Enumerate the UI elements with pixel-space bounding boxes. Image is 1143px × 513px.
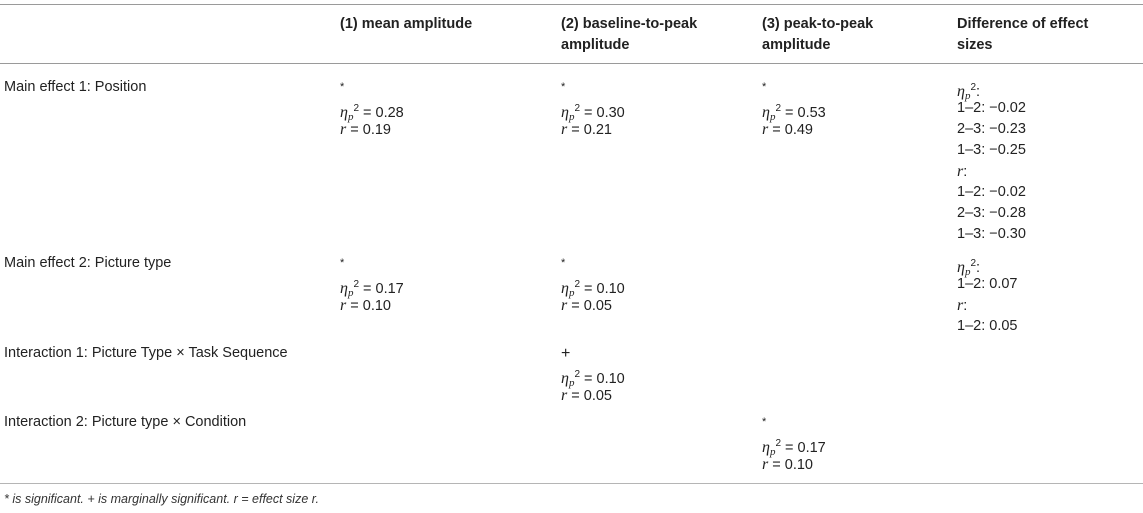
table-cell [340,253,404,316]
significance-mark: * [340,257,345,269]
header-difference-effect-sizes [957,14,1088,56]
header-difference-line1: Difference of effect [957,16,1089,32]
significance-mark: * [340,81,345,93]
difference-value: 1–2: 0.07 [957,276,1018,292]
header-mean-amplitude-text: (1) mean amplitude [340,16,473,32]
eta-heading: $\eta_p^2$: [957,258,981,278]
difference-value: 2–3: −0.28 [957,205,1026,221]
difference-value: 1–2: −0.02 [957,184,1026,200]
header-mean-amplitude [340,14,472,35]
r-value: r = 0.49 [762,121,813,138]
table-bottom-rule [0,483,1143,484]
eta-value: $\eta_p^2 = 0.17$ [762,438,826,458]
table-cell [561,343,625,406]
table-cell [561,77,625,140]
row-label: Interaction 2: Picture type × Condition [4,414,247,430]
difference-value: 1–3: −0.25 [957,142,1026,158]
difference-value: 1–2: 0.05 [957,318,1018,334]
eta-value: $\eta_p^2 = 0.10$ [561,369,625,389]
r-heading: r: [957,163,968,180]
eta-value: $\eta_p^2 = 0.17$ [340,279,404,299]
header-peak-to-peak [762,14,873,56]
table-top-rule [0,4,1143,5]
significance-mark: * [762,416,767,428]
r-value: r = 0.10 [340,297,391,314]
header-baseline-to-peak [561,14,697,56]
difference-cell [957,77,1026,245]
significance-mark: * [561,257,566,269]
table-cell [561,253,625,316]
eta-value: $\eta_p^2 = 0.28$ [340,103,404,123]
r-value: r = 0.21 [561,121,612,138]
eta-value: $\eta_p^2 = 0.10$ [561,279,625,299]
difference-value: 1–3: −0.30 [957,226,1026,242]
r-value: r = 0.10 [762,456,813,473]
table-footnote: * is significant. + is marginally significant. r = effect size r. [4,492,319,506]
table-cell [340,77,404,140]
difference-value: 1–2: −0.02 [957,100,1026,116]
eta-value: $\eta_p^2 = 0.30$ [561,103,625,123]
row-label: Main effect 1: Position [4,79,147,95]
r-value: r = 0.19 [340,121,391,138]
table-cell [762,77,826,140]
significance-mark: * [561,81,566,93]
r-heading: r: [957,297,968,314]
header-difference-line2: sizes [957,37,993,53]
row-label: Main effect 2: Picture type [4,255,172,271]
header-peak-to-peak-line2: amplitude [762,37,831,53]
r-value: r = 0.05 [561,387,612,404]
difference-value: 2–3: −0.23 [957,121,1026,137]
eta-heading: $\eta_p^2$: [957,82,981,102]
eta-value: $\eta_p^2 = 0.53$ [762,103,826,123]
significance-mark: + [561,345,571,362]
table-cell [762,412,826,475]
header-baseline-to-peak-line1: (2) baseline-to-peak [561,16,698,32]
header-baseline-to-peak-line2: amplitude [561,37,630,53]
header-bottom-rule [0,63,1143,64]
r-value: r = 0.05 [561,297,612,314]
header-peak-to-peak-line1: (3) peak-to-peak [762,16,874,32]
significance-mark: * [762,81,767,93]
row-label: Interaction 1: Picture Type × Task Sequence [4,345,288,361]
difference-cell [957,253,1017,337]
